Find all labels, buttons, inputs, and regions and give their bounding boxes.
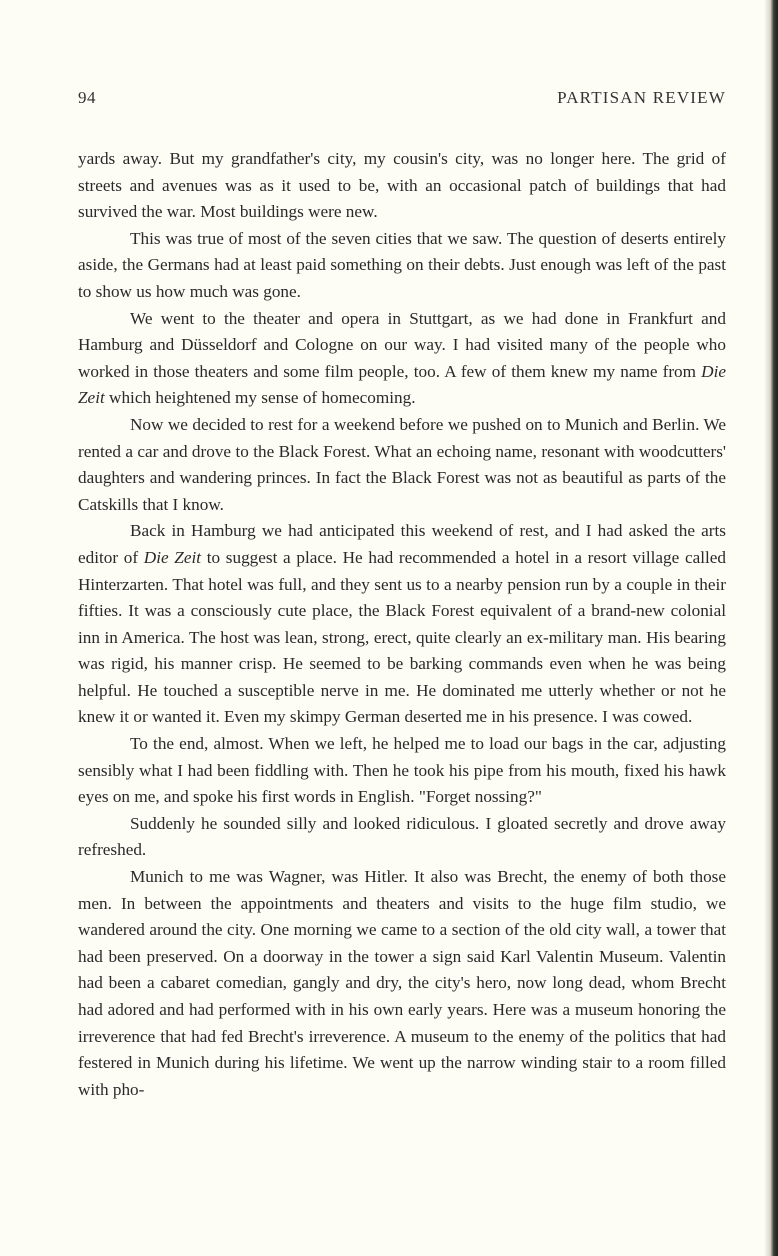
journal-title: PARTISAN REVIEW: [557, 88, 726, 107]
paragraph: [78, 518, 726, 731]
paragraph: yards away. But my grandfather's city, my cousin's city, was no longer here. The grid of streets and avenues was as it used to be, with an occasional patch of buildings that had survived the war. Most buildings were new.: [78, 149, 726, 222]
paragraph-text: which heightened my sense of homecoming.: [104, 388, 416, 408]
page-number: 94: [78, 88, 96, 107]
running-head: [78, 88, 726, 110]
paragraph: Now we decided to rest for a weekend before we pushed on to Munich and Berlin. We rented a car and drove to the Black Forest. What an echoing name, resonant with woodcutters' daughters and wandering princes. In fact the Black Forest was not as beautiful as parts of the Catskills that I know.: [78, 414, 726, 514]
body-text: [78, 146, 726, 1103]
paragraph-text: to suggest a place. He had recommended a hotel in a resort village called Hinterzarten. That hotel was full, and they sent us to a nearby pension run by a couple in their fifties. It was a consciously cute place, the Black Forest equivalent of a brand-new colonial inn in America. The host was lean, strong, erect, quite clearly an ex-military man. His bearing was rigid, his manner crisp. He seemed to be barking commands even when he was being helpful. He touched a susceptible nerve in me. He dominated me utterly whether or not he knew it or wanted it. Even my skimpy German deserted me in his presence. I was cowed.: [78, 547, 726, 727]
paragraph: Suddenly he sounded silly and looked ridiculous. I gloated secretly and drove away refreshed.: [78, 813, 726, 860]
paragraph: This was true of most of the seven cities that we saw. The question of deserts entirely aside, the Germans had at least paid something on their debts. Just enough was left of the past to show us how much was gone.: [78, 228, 726, 301]
paragraph: To the end, almost. When we left, he helped me to load our bags in the car, adjusting sensibly what I had been fiddling with. Then he took his pipe from his mouth, fixed his hawk eyes on me, and spoke his first words in English. "Forget nossing?": [78, 734, 726, 807]
paragraph-text: Back in Hamburg we had anticipated this weekend of rest, and I had asked the arts editor of: [78, 521, 726, 567]
paragraph: Munich to me was Wagner, was Hitler. It also was Brecht, the enemy of both those men. In between the appointments and theaters and visits to the huge film studio, we wandered around the city. One morning we came to a section of the old city wall, a tower that had been preserved. On a doorway in the tower a sign said Karl Valentin Museum. Valentin had been a cabaret comedian, gangly and dry, the city's hero, now long dead, whom Brecht had adored and had performed with in his own early years. Here was a museum honoring the irreverence that had fed Brecht's irreverence. A museum to the enemy of the politics that had festered in Munich during his lifetime. We went up the narrow winding stair to a room filled with pho-: [78, 867, 726, 1099]
paragraph-text: We went to the theater and opera in Stuttgart, as we had done in Frankfurt and Hamburg and Düsseldorf and Cologne on our way. I had visited many of the people who worked in those theaters and some film people, too. A few of them knew my name from: [78, 308, 726, 381]
page-edge-shadow: [764, 0, 778, 1256]
paragraph: [78, 306, 726, 412]
publication-title: Die Zeit: [78, 361, 726, 408]
publication-title: Die Zeit: [143, 547, 202, 567]
